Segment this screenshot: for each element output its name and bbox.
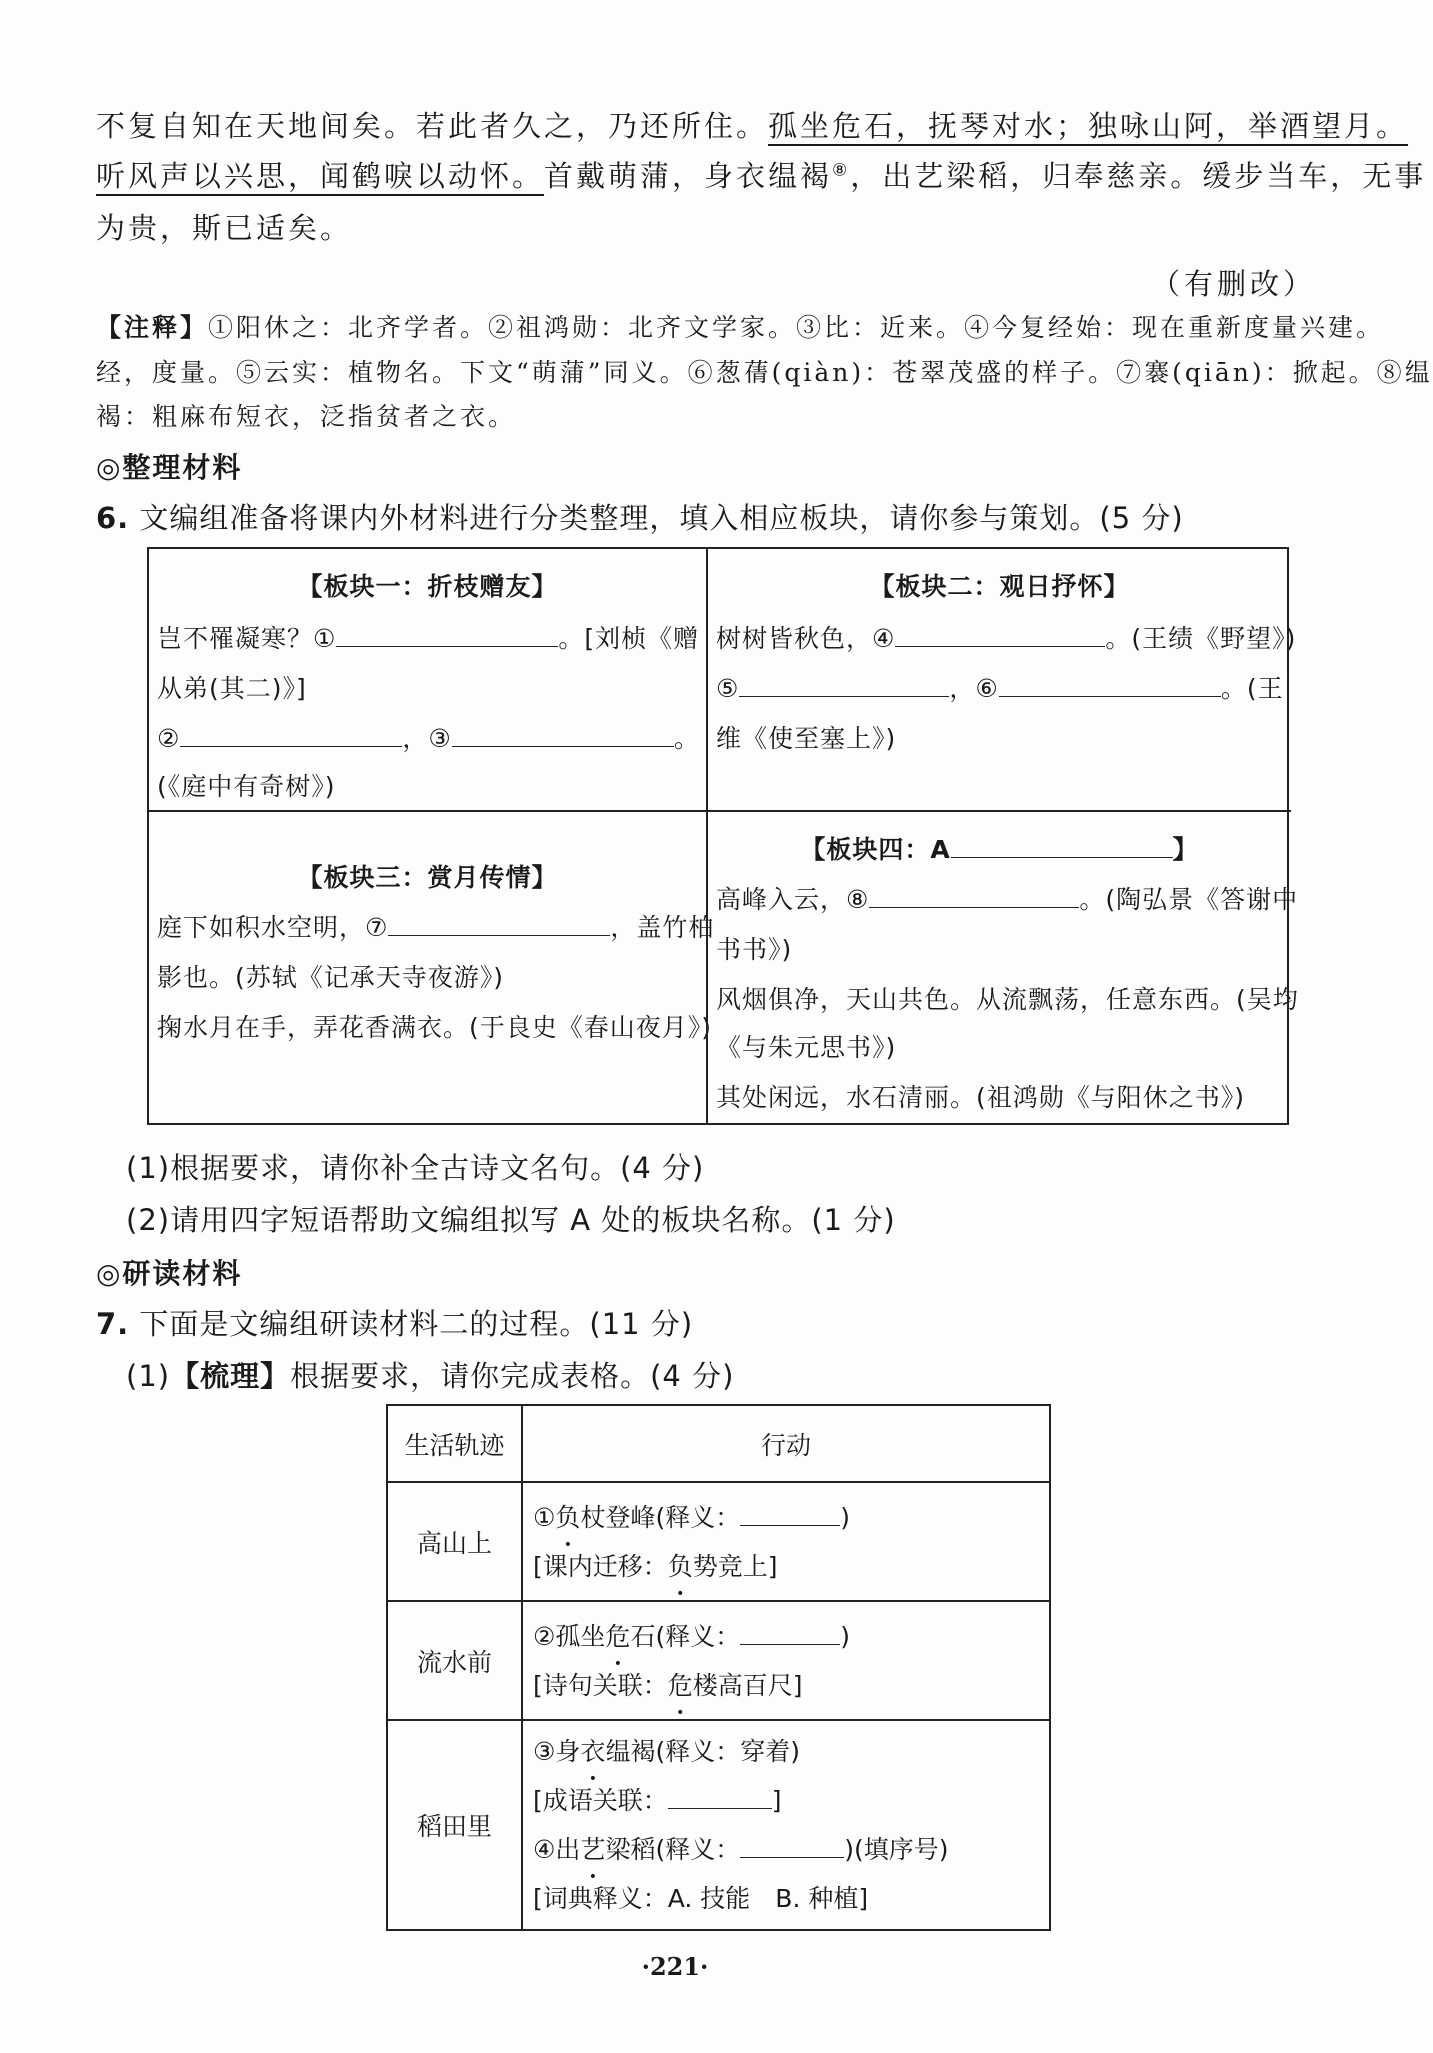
- row-line: [533, 1612, 1049, 1661]
- block-line: 风烟俱净，天山共色。从流飘荡，任意东西。(吴均: [716, 985, 1299, 1014]
- notes-line-2: 经，度量。⑤云实：植物名。下文“萌蒲”同义。⑥葱蒨(qiàn)：苍翠茂盛的样子。⑦褰(qiān)：掀起。⑧缊: [96, 358, 1433, 387]
- emphasis-char: 负: [667, 1551, 693, 1581]
- question-text: 下面是文编组研读材料二的过程。(11 分): [139, 1307, 694, 1341]
- block-line: [157, 619, 699, 655]
- block-line: 其处闲远，水石清丽。(祖鸿勋《与阳休之书》): [716, 1083, 1246, 1112]
- row-text: 楼高百尺]: [692, 1670, 803, 1700]
- section-heading-organize: ◎整理材料: [96, 451, 243, 484]
- answer-blank[interactable]: [895, 622, 1105, 647]
- row-line: [533, 1493, 1049, 1542]
- block-text: 高峰入云，⑧: [716, 885, 870, 914]
- table-row: [387, 1601, 1050, 1720]
- block-line: [157, 719, 700, 755]
- row-text: ): [840, 1621, 850, 1651]
- notes-text: ①阳休之：北齐学者。②祖鸿勋：北齐文学家。③比：近来。④今复经始：现在重新度量兴建。: [208, 313, 1385, 342]
- row-line: [词典释义：A. 技能 B. 种植]: [533, 1884, 869, 1913]
- block-name-blank[interactable]: [951, 833, 1173, 858]
- emphasis-char: 危: [667, 1670, 693, 1700]
- question-number: 6.: [96, 501, 130, 535]
- answer-blank[interactable]: [336, 622, 558, 647]
- block-line: 书书》): [716, 935, 793, 964]
- row-label: 高山上: [387, 1482, 522, 1601]
- row-line: [533, 1776, 1049, 1825]
- passage-text: 不复自知在天地间矣。若此者久之，乃还所住。: [96, 109, 769, 143]
- row-text: 势竞上]: [692, 1551, 778, 1581]
- answer-blank[interactable]: [740, 1501, 840, 1526]
- answer-blank[interactable]: [740, 1620, 840, 1645]
- block-1: [149, 549, 706, 812]
- block-line: 维《使至塞上》): [716, 724, 897, 753]
- block-4: [706, 812, 1299, 1125]
- table-row: [387, 1720, 1050, 1930]
- question-7-part-1: [126, 1354, 734, 1395]
- question-6-part-2: (2)请用四字短语帮助文编组拟写 A 处的板块名称。(1 分): [126, 1203, 896, 1237]
- part-number: (1): [126, 1359, 171, 1393]
- life-track-table: [386, 1404, 1051, 1931]
- block-title: [708, 830, 1291, 866]
- section-heading-study: ◎研读材料: [96, 1257, 243, 1290]
- block-text: ②: [157, 724, 181, 753]
- question-6-part-1: (1)根据要求，请你补全古诗文名句。(4 分): [126, 1151, 705, 1185]
- row-line: [533, 1825, 1049, 1874]
- row-content: [522, 1720, 1050, 1930]
- row-line: [533, 1542, 1049, 1591]
- notes-label: 【注释】: [96, 313, 209, 342]
- block-title-text: 【板块四：A: [800, 835, 951, 864]
- block-text: 。(陶弘景《答谢中: [1079, 885, 1299, 914]
- answer-blank[interactable]: [180, 722, 402, 747]
- block-title: 【板块二：观日抒怀】: [869, 572, 1130, 601]
- block-title: 【板块一：折枝赠友】: [297, 572, 558, 601]
- answer-blank[interactable]: [869, 883, 1079, 908]
- row-text: )(填序号): [844, 1835, 949, 1864]
- block-3: [149, 812, 715, 1125]
- passage-line-1: [96, 104, 1408, 145]
- row-text: 石(释义：: [630, 1621, 741, 1651]
- block-line: (《庭中有奇树》): [157, 772, 336, 801]
- row-text: ]: [771, 1786, 782, 1815]
- block-line: 《与朱元思书》): [716, 1033, 897, 1062]
- source-note: （有删改）: [1150, 267, 1316, 301]
- row-text: ): [840, 1502, 850, 1532]
- row-text: 杖登峰(释义：: [580, 1502, 741, 1532]
- row-content: [522, 1482, 1050, 1601]
- answer-blank[interactable]: [452, 722, 674, 747]
- material-blocks-table: [147, 547, 1299, 1125]
- passage-text: ，出艺梁稻，归奉慈亲。缓步当车，无事: [850, 159, 1427, 193]
- block-text: ，⑥: [949, 674, 999, 703]
- block-title: 【板块三：赏月传情】: [297, 863, 558, 892]
- passage-underlined-text: 孤坐危石，抚琴对水；独咏山阿，举酒望月。: [768, 109, 1409, 143]
- note-marker: ⑧: [832, 160, 851, 181]
- block-text: ⑤: [716, 674, 740, 703]
- notes-line-1: [96, 308, 1384, 344]
- question-number: 7.: [96, 1307, 130, 1341]
- passage-text: 首戴萌蒲，身衣缊褐: [544, 159, 833, 193]
- block-line: 掬水月在手，弄花香满衣。(于良史《春山夜月》): [157, 1013, 713, 1042]
- question-text: 文编组准备将课内外材料进行分类整理，填入相应板块，请你参与策划。(5 分): [139, 501, 1184, 535]
- answer-blank[interactable]: [740, 1833, 844, 1858]
- emphasis-char: 艺: [580, 1835, 606, 1864]
- passage-line-3: 为贵，斯已适矣。: [96, 211, 353, 245]
- block-title-text: 】: [1172, 835, 1199, 864]
- row-text: [成语关联：: [533, 1786, 668, 1815]
- block-text: 树树皆秋色，④: [716, 624, 896, 653]
- row-text: ③身: [533, 1737, 581, 1766]
- block-line: 从弟(其二)》]: [157, 674, 307, 703]
- emphasis-char: 衣: [580, 1737, 606, 1766]
- row-line: [533, 1727, 1049, 1776]
- question-7: [96, 1302, 693, 1343]
- row-text: [课内迁移：: [533, 1551, 668, 1581]
- header-cell: 行动: [522, 1405, 1050, 1482]
- table-header-row: [387, 1405, 1050, 1482]
- notes-line-3: 褐：粗麻布短衣，泛指贫者之衣。: [96, 402, 517, 431]
- block-line: 影也。(苏轼《记承天寺夜游》): [157, 963, 505, 992]
- row-label: 流水前: [387, 1601, 522, 1720]
- block-text: ，盖竹柏: [610, 913, 715, 942]
- emphasis-char: 负: [555, 1502, 581, 1532]
- block-text: 。(王: [1220, 674, 1284, 703]
- block-line: [716, 880, 1298, 916]
- block-line: [716, 669, 1284, 705]
- header-cell: 生活轨迹: [387, 1405, 522, 1482]
- row-text: 梁稻(释义：: [605, 1835, 741, 1864]
- answer-blank[interactable]: [999, 672, 1221, 697]
- row-text: ①: [533, 1502, 556, 1532]
- block-text: 岂不罹凝寒？①: [157, 624, 337, 653]
- row-text: [诗句关联：: [533, 1670, 668, 1700]
- emphasis-char: 危: [605, 1621, 631, 1651]
- answer-blank[interactable]: [739, 672, 949, 697]
- row-line: [533, 1661, 1049, 1710]
- row-label: 稻田里: [387, 1720, 522, 1930]
- part-label: 【梳理】: [170, 1359, 291, 1393]
- block-text: 。[刘桢《赠: [558, 624, 700, 653]
- row-content: [522, 1601, 1050, 1720]
- row-text: ④出: [533, 1835, 581, 1864]
- block-text: 。(王绩《野望》): [1105, 624, 1297, 653]
- passage-line-2: [96, 154, 1426, 195]
- row-text: ②孤坐: [533, 1621, 606, 1651]
- page-number: ·221·: [641, 1952, 709, 1981]
- answer-blank[interactable]: [668, 1784, 772, 1809]
- block-2: [706, 549, 1297, 812]
- question-6: [96, 496, 1184, 537]
- block-text: ，③: [402, 724, 452, 753]
- block-text: 。: [673, 724, 700, 753]
- passage-underlined-text: 听风声以兴思，闻鹤唳以动怀。: [96, 159, 545, 193]
- block-line: [716, 619, 1296, 655]
- block-text: 庭下如积水空明，⑦: [157, 913, 389, 942]
- row-text: 缊褐(释义：穿着): [605, 1737, 800, 1766]
- part-text: 根据要求，请你完成表格。(4 分): [290, 1359, 735, 1393]
- block-line: [157, 908, 714, 944]
- table-row: [387, 1482, 1050, 1601]
- answer-blank[interactable]: [388, 911, 610, 936]
